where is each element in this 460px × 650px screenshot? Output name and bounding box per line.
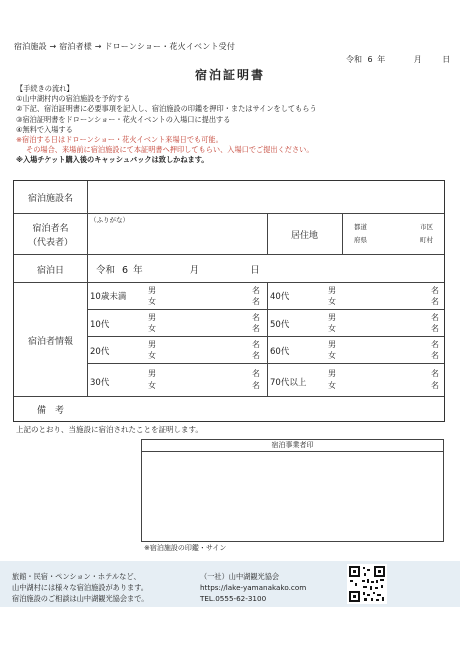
address-unit-to-do: 都道 xyxy=(354,223,367,231)
female-label: 女 xyxy=(328,297,336,306)
unit-label: 名 xyxy=(431,324,439,333)
age-group-50s: 50代 xyxy=(270,320,290,330)
age-group-20s: 20代 xyxy=(90,347,110,357)
guest-name-sublabel: （代表者） xyxy=(27,238,73,248)
issue-date xyxy=(346,54,450,65)
note-no-cashback: ※入場チケット購入後のキャッシュバックは致しかねます。 xyxy=(16,155,209,165)
footer-org: （一社）山中湖観光協会 xyxy=(200,572,280,581)
guest-info-label: 宿泊者情報 xyxy=(27,337,73,347)
step-4: ④無料で入場する xyxy=(16,124,73,134)
unit-label: 名 xyxy=(431,351,439,360)
procedure-steps xyxy=(16,84,317,166)
footer-url[interactable]: https://lake-yamanakako.com xyxy=(200,583,307,592)
steps-heading: 【手続きの流れ】 xyxy=(16,84,74,93)
male-label: 男 xyxy=(328,313,336,322)
age-group-70plus: 70代以上 xyxy=(270,378,307,388)
issue-date-day-unit: 日 xyxy=(442,55,451,64)
guest-name-field[interactable] xyxy=(90,225,265,252)
step-2: ②下記、宿泊証明書に必要事項を記入し、宿泊施設の印鑑を押印・またはサインをしてもらう xyxy=(16,104,317,114)
unit-label: 名 xyxy=(252,324,260,333)
routing-line: 宿泊施設 → 宿泊者様 → ドローンショー・花火イベント受付 xyxy=(14,42,236,51)
page-title: 宿泊証明書 xyxy=(194,68,265,82)
issue-date-year-unit: 年 xyxy=(377,55,386,64)
issue-date-year: 6 xyxy=(367,55,373,64)
qr-code-icon[interactable] xyxy=(347,564,387,604)
stamp-box-header: 宿泊事業者印 xyxy=(142,440,443,452)
female-label: 女 xyxy=(328,381,336,390)
unit-label: 名 xyxy=(252,369,260,378)
male-label: 男 xyxy=(328,369,336,378)
unit-label: 名 xyxy=(252,286,260,295)
footer-tel: TEL.0555-62-3100 xyxy=(200,594,267,603)
stamp-note: ※宿泊施設の印鑑・サイン xyxy=(144,544,227,552)
stay-date-year: 6 xyxy=(122,265,129,276)
age-group-30s: 30代 xyxy=(90,378,110,388)
footer-info xyxy=(12,571,148,604)
facility-name-field[interactable] xyxy=(90,183,442,211)
footer-banner xyxy=(0,561,460,607)
male-label: 男 xyxy=(148,369,156,378)
unit-label: 名 xyxy=(252,381,260,390)
female-label: 女 xyxy=(148,297,156,306)
stay-date-month-unit: 月 xyxy=(189,265,200,276)
remarks-field[interactable] xyxy=(90,398,442,418)
certification-text: 上記のとおり、当施設に宿泊されたことを証明します。 xyxy=(16,425,203,434)
male-label: 男 xyxy=(148,313,156,322)
step-3: ③宿泊証明書をドローンショー・花火イベントの入場口に提出する xyxy=(16,114,231,124)
address-label: 居住地 xyxy=(290,231,318,241)
footer-line: 旅館・民宿・ペンション・ホテルなど、 xyxy=(12,572,141,581)
stamp-box[interactable] xyxy=(141,439,444,542)
furigana-label: （ふりがな） xyxy=(90,216,129,224)
age-group-10s: 10代 xyxy=(90,320,110,330)
note-visit-day: ※宿泊する日はドローンショー・花火イベント来場日でも可能。 xyxy=(16,135,223,145)
unit-label: 名 xyxy=(252,313,260,322)
footer-contact xyxy=(200,571,306,604)
issue-date-era: 令和 xyxy=(346,55,362,64)
step-1: ①山中湖村内の宿泊施設を予約する xyxy=(16,94,131,104)
stay-date-field[interactable] xyxy=(96,262,260,276)
footer-line: 山中湖村には様々な宿泊施設があります。 xyxy=(12,583,148,592)
unit-label: 名 xyxy=(431,369,439,378)
footer-line: 宿泊施設のご相談は山中湖観光協会まで。 xyxy=(12,594,149,603)
unit-label: 名 xyxy=(431,313,439,322)
unit-label: 名 xyxy=(431,381,439,390)
unit-label: 名 xyxy=(252,351,260,360)
age-group-under10: 10歳未満 xyxy=(90,292,127,302)
address-unit-shi-ku: 市区 xyxy=(420,223,433,231)
unit-label: 名 xyxy=(431,297,439,306)
unit-label: 名 xyxy=(431,340,439,349)
female-label: 女 xyxy=(328,351,336,360)
unit-label: 名 xyxy=(252,340,260,349)
stay-date-day-unit: 日 xyxy=(250,265,260,276)
age-group-60s: 60代 xyxy=(270,347,290,357)
guest-name-label: 宿泊者名 xyxy=(32,224,69,234)
address-unit-fu-ken: 府県 xyxy=(354,236,367,244)
male-label: 男 xyxy=(328,286,336,295)
qr-code-graphic xyxy=(347,564,387,604)
stay-date-label: 宿泊日 xyxy=(36,266,64,276)
facility-name-label: 宿泊施設名 xyxy=(27,194,73,204)
unit-label: 名 xyxy=(252,297,260,306)
female-label: 女 xyxy=(148,324,156,333)
issue-date-month-unit: 月 xyxy=(413,55,422,64)
unit-label: 名 xyxy=(431,286,439,295)
stay-date-year-unit: 年 xyxy=(133,265,143,276)
male-label: 男 xyxy=(148,286,156,295)
female-label: 女 xyxy=(328,324,336,333)
male-label: 男 xyxy=(148,340,156,349)
stay-date-era: 令和 xyxy=(96,265,116,276)
female-label: 女 xyxy=(148,351,156,360)
remarks-label: 備 考 xyxy=(36,406,64,416)
note-stamp-before: その場合、来場前に宿泊施設にて本証明書へ押印してもらい、入場口でご提出ください。 xyxy=(26,145,314,155)
male-label: 男 xyxy=(328,340,336,349)
female-label: 女 xyxy=(148,381,156,390)
address-unit-cho-son: 町村 xyxy=(420,236,433,244)
certificate-form xyxy=(13,180,445,422)
age-group-40s: 40代 xyxy=(270,292,290,302)
